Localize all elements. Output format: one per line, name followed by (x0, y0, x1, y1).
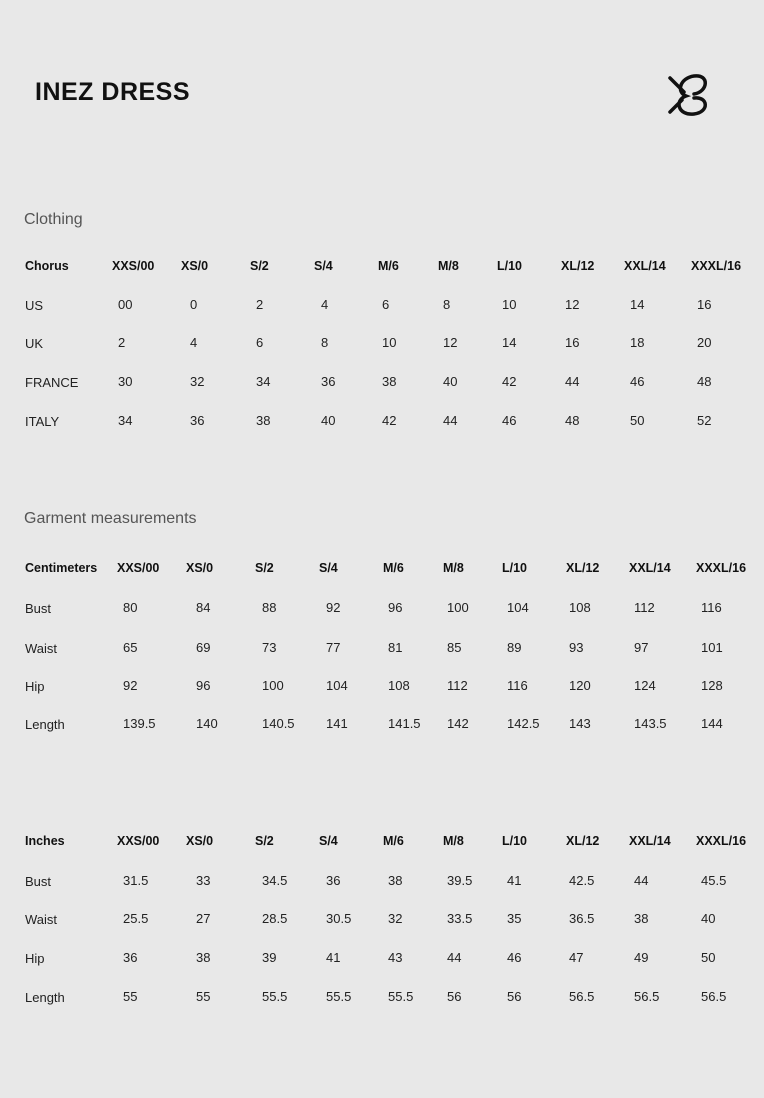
table-cell: 36 (190, 413, 205, 428)
table-cell: 49 (634, 950, 649, 965)
table-cell: 46 (507, 950, 522, 965)
column-header: XXL/14 (629, 834, 671, 848)
table-cell: 108 (388, 678, 410, 693)
table-cell: 34 (256, 374, 271, 389)
table-cell: 120 (569, 678, 591, 693)
table-cell: 143 (569, 716, 591, 731)
table-cell: 88 (262, 600, 277, 615)
table-cell: 116 (507, 678, 528, 693)
table-cell: 48 (697, 374, 712, 389)
table-cell: 39 (262, 950, 277, 965)
table-cell: 46 (502, 413, 517, 428)
column-header: M/8 (438, 259, 459, 273)
table-cell: 141 (326, 716, 348, 731)
column-header: L/10 (502, 834, 528, 848)
table-cell: 124 (634, 678, 656, 693)
table-cell: 81 (388, 640, 403, 655)
row-label: Length (25, 717, 65, 732)
column-header: S/2 (255, 834, 274, 848)
column-header: M/6 (383, 561, 404, 575)
table-cell: 25.5 (123, 911, 149, 926)
table-cell: 28.5 (262, 911, 288, 926)
table-cell: 34 (118, 413, 133, 428)
table-cell: 46 (630, 374, 645, 389)
table-cell: 38 (256, 413, 271, 428)
table-cell: 27 (196, 911, 211, 926)
clothing-table-corner-header: Chorus (25, 259, 69, 273)
table-cell: 100 (262, 678, 284, 693)
table-cell: 42 (502, 374, 517, 389)
column-header: XL/12 (566, 561, 600, 575)
table-cell: 18 (630, 335, 645, 350)
table-cell: 55.5 (388, 989, 414, 1004)
page-title: INEZ DRESS (35, 78, 191, 106)
table-cell: 89 (507, 640, 522, 655)
chorus-logo-icon (664, 70, 710, 120)
row-label: FRANCE (25, 375, 79, 390)
column-header: L/10 (497, 259, 523, 273)
centimeters-table-corner-header: Centimeters (25, 561, 98, 575)
table-cell: 96 (388, 600, 403, 615)
table-cell: 6 (382, 297, 390, 312)
column-header: XXS/00 (112, 259, 155, 273)
table-cell: 33 (196, 873, 211, 888)
row-label: Length (25, 990, 65, 1005)
table-cell: 14 (502, 335, 517, 350)
column-header: XXL/14 (624, 259, 666, 273)
inches-table-corner-header: Inches (25, 834, 65, 848)
table-cell: 143.5 (634, 716, 667, 731)
table-cell: 55 (123, 989, 138, 1004)
table-cell: 73 (262, 640, 277, 655)
table-cell: 8 (443, 297, 451, 312)
table-cell: 38 (634, 911, 649, 926)
table-cell: 97 (634, 640, 649, 655)
column-header: XXS/00 (117, 834, 160, 848)
table-cell: 12 (443, 335, 458, 350)
table-cell: 31.5 (123, 873, 149, 888)
table-cell: 112 (447, 678, 468, 693)
column-header: L/10 (502, 561, 528, 575)
table-cell: 32 (388, 911, 403, 926)
column-header: S/2 (250, 259, 269, 273)
table-cell: 108 (569, 600, 591, 615)
table-cell: 33.5 (447, 911, 473, 926)
column-header: XS/0 (186, 561, 214, 575)
table-cell: 42.5 (569, 873, 595, 888)
table-cell: 50 (630, 413, 645, 428)
table-cell: 112 (634, 600, 655, 615)
section-heading-garment-measurements: Garment measurements (24, 510, 197, 527)
table-cell: 47 (569, 950, 584, 965)
table-cell: 140.5 (262, 716, 295, 731)
section-heading-clothing: Clothing (24, 211, 83, 228)
table-cell: 128 (701, 678, 723, 693)
column-header: XL/12 (566, 834, 600, 848)
row-label: Waist (25, 912, 58, 927)
table-cell: 40 (701, 911, 716, 926)
table-cell: 45.5 (701, 873, 727, 888)
table-cell: 00 (118, 297, 133, 312)
table-cell: 141.5 (388, 716, 421, 731)
table-cell: 48 (565, 413, 580, 428)
table-cell: 56 (447, 989, 462, 1004)
table-cell: 40 (321, 413, 336, 428)
table-cell: 56 (507, 989, 522, 1004)
row-label: Hip (25, 679, 45, 694)
table-cell: 44 (443, 413, 458, 428)
row-label: Hip (25, 951, 45, 966)
column-header: S/4 (319, 834, 338, 848)
row-label: UK (25, 336, 44, 351)
table-cell: 139.5 (123, 716, 156, 731)
table-cell: 40 (443, 374, 458, 389)
table-cell: 77 (326, 640, 341, 655)
table-cell: 56.5 (569, 989, 595, 1004)
column-header: M/6 (383, 834, 404, 848)
table-cell: 30.5 (326, 911, 352, 926)
table-cell: 12 (565, 297, 580, 312)
table-cell: 6 (256, 335, 264, 350)
table-cell: 93 (569, 640, 584, 655)
table-cell: 44 (634, 873, 649, 888)
table-cell: 96 (196, 678, 211, 693)
table-cell: 116 (701, 600, 722, 615)
table-cell: 36 (326, 873, 341, 888)
table-cell: 8 (321, 335, 329, 350)
table-cell: 142 (447, 716, 469, 731)
table-cell: 84 (196, 600, 211, 615)
table-cell: 104 (507, 600, 529, 615)
table-cell: 100 (447, 600, 469, 615)
table-cell: 36.5 (569, 911, 595, 926)
column-header: S/4 (319, 561, 338, 575)
table-cell: 32 (190, 374, 205, 389)
column-header: XXL/14 (629, 561, 671, 575)
table-cell: 44 (447, 950, 462, 965)
table-cell: 55 (196, 989, 211, 1004)
table-cell: 36 (321, 374, 336, 389)
table-cell: 36 (123, 950, 138, 965)
table-cell: 55.5 (262, 989, 288, 1004)
column-header: XXXL/16 (691, 259, 742, 273)
table-cell: 20 (697, 335, 712, 350)
table-cell: 92 (123, 678, 138, 693)
column-header: M/6 (378, 259, 399, 273)
table-cell: 56.5 (634, 989, 660, 1004)
column-header: XL/12 (561, 259, 595, 273)
row-label: ITALY (25, 414, 60, 429)
table-cell: 42 (382, 413, 397, 428)
table-cell: 4 (321, 297, 329, 312)
table-cell: 39.5 (447, 873, 473, 888)
table-cell: 50 (701, 950, 716, 965)
row-label: Waist (25, 641, 58, 656)
table-cell: 0 (190, 297, 198, 312)
table-cell: 85 (447, 640, 462, 655)
row-label: Bust (25, 601, 52, 616)
column-header: XXS/00 (117, 561, 160, 575)
table-cell: 140 (196, 716, 218, 731)
column-header: M/8 (443, 834, 464, 848)
table-cell: 38 (382, 374, 397, 389)
row-label: US (25, 298, 44, 313)
table-cell: 10 (502, 297, 517, 312)
table-cell: 56.5 (701, 989, 727, 1004)
table-cell: 101 (701, 640, 723, 655)
table-cell: 35 (507, 911, 522, 926)
table-cell: 52 (697, 413, 712, 428)
table-cell: 43 (388, 950, 403, 965)
table-cell: 4 (190, 335, 198, 350)
table-cell: 34.5 (262, 873, 288, 888)
row-label: Bust (25, 874, 52, 889)
table-cell: 14 (630, 297, 645, 312)
table-cell: 16 (697, 297, 712, 312)
table-cell: 142.5 (507, 716, 540, 731)
column-header: S/2 (255, 561, 274, 575)
table-cell: 38 (388, 873, 403, 888)
column-header: XS/0 (186, 834, 214, 848)
table-cell: 16 (565, 335, 580, 350)
table-cell: 2 (118, 335, 126, 350)
table-cell: 92 (326, 600, 341, 615)
column-header: XS/0 (181, 259, 209, 273)
table-cell: 69 (196, 640, 211, 655)
table-cell: 80 (123, 600, 138, 615)
table-cell: 144 (701, 716, 723, 731)
table-cell: 10 (382, 335, 397, 350)
table-cell: 44 (565, 374, 580, 389)
table-cell: 30 (118, 374, 133, 389)
column-header: XXXL/16 (696, 561, 747, 575)
column-header: S/4 (314, 259, 333, 273)
column-header: M/8 (443, 561, 464, 575)
table-cell: 104 (326, 678, 348, 693)
table-cell: 38 (196, 950, 211, 965)
table-cell: 55.5 (326, 989, 352, 1004)
table-cell: 41 (507, 873, 522, 888)
table-cell: 41 (326, 950, 341, 965)
table-cell: 65 (123, 640, 138, 655)
column-header: XXXL/16 (696, 834, 747, 848)
table-cell: 2 (256, 297, 264, 312)
